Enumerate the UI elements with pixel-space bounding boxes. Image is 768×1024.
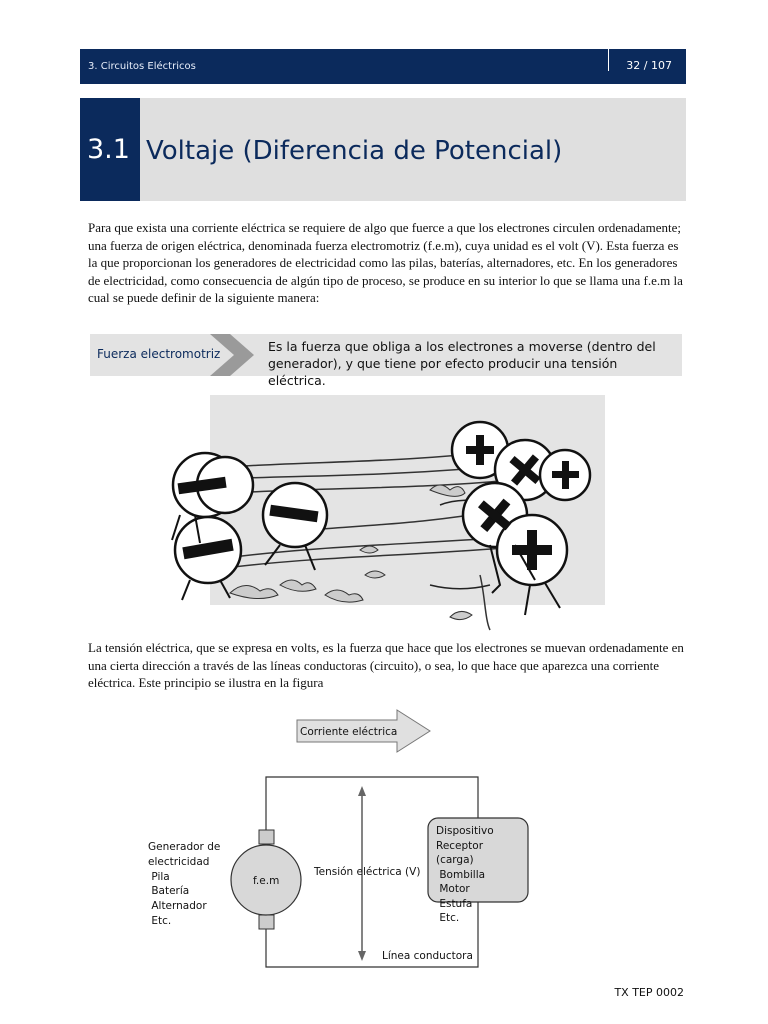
receiver-line: Etc. bbox=[436, 912, 460, 924]
chevron-right-icon bbox=[210, 334, 256, 376]
generator-line: Alternador bbox=[148, 900, 207, 912]
receiver-line: Receptor bbox=[436, 840, 484, 852]
tug-of-war-illustration bbox=[150, 395, 605, 635]
current-label: Corriente eléctrica bbox=[300, 726, 398, 738]
circuit-diagram bbox=[140, 705, 540, 975]
explanation-paragraph: La tensión eléctrica, que se expresa en volts, es la fuerza que hace que los electrones se muevan ordenadamente en una cierta dirección a través de las líneas conductoras (circuito), o sea, lo que hace que aparezca una corriente eléctrica. Este principio se ilustra en la figura bbox=[88, 640, 684, 690]
receiver-line: Bombilla bbox=[436, 869, 486, 881]
generator-line: Pila bbox=[148, 871, 170, 883]
header-divider bbox=[608, 49, 609, 71]
footer-code: TX TEP 0002 bbox=[614, 986, 684, 999]
generator-line: electricidad bbox=[148, 856, 210, 868]
receiver-line: Dispositivo bbox=[436, 825, 494, 837]
section-number: 3.1 bbox=[87, 134, 130, 165]
voltage-label: Tensión eléctrica (V) bbox=[314, 866, 421, 878]
receiver-line: Estufa bbox=[436, 898, 473, 910]
intro-paragraph: Para que exista una corriente eléctrica se requiere de algo que fuerce a que los electrones circulen ordenadamente; una fuerza de origen eléctrica, denominada fuerza electromotriz (f.e.m), cuya unidad es el volt (V). Esta fuerza es la que proporcionan los generadores de electricidad como las pilas, baterías, alternadores, etc. En los generadores de electricidad, como consecuencia de algún tipo de proceso, se produce en su interior lo que se llama una f.e.m la cual se puede definir de la siguiente manera: bbox=[88, 220, 683, 305]
section-number-box bbox=[80, 98, 140, 201]
generator-line: Generador de bbox=[148, 841, 221, 853]
page-title: Voltaje (Diferencia de Potencial) bbox=[146, 136, 563, 166]
fem-label: f.e.m bbox=[253, 875, 280, 887]
header-bar bbox=[80, 49, 686, 84]
line-label: Línea conductora bbox=[382, 950, 473, 962]
definition-term: Fuerza electromotriz bbox=[97, 347, 221, 361]
svg-text:Generador de electricidad bbox=[140, 705, 237, 927]
generator-line: Etc. bbox=[148, 915, 172, 927]
title-block bbox=[80, 98, 686, 201]
page-number: 32 / 107 bbox=[626, 59, 672, 72]
receiver-line: (carga) bbox=[436, 854, 474, 866]
definition-box bbox=[90, 334, 682, 388]
receiver-line: Motor bbox=[436, 883, 470, 895]
generator-line: Batería bbox=[148, 885, 190, 897]
definition-text: Es la fuerza que obliga a los electrones a moverse (dentro del generador), y que tiene por efecto producir una tensión eléctrica. bbox=[268, 339, 656, 388]
section-title: 3. Circuitos Eléctricos bbox=[88, 61, 196, 72]
